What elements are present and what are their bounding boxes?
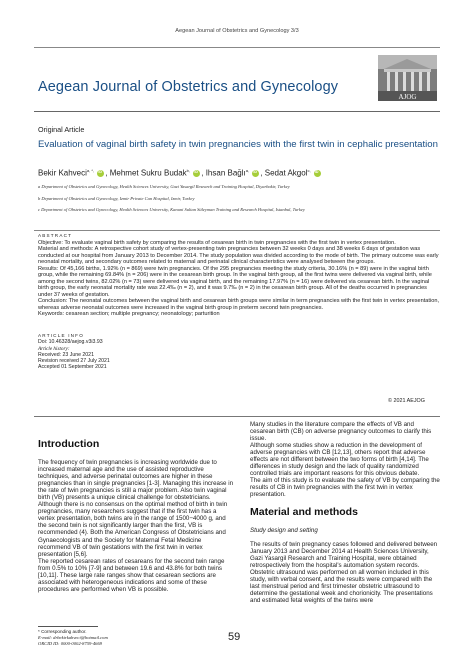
abstract-divider — [34, 230, 440, 231]
affiliations — [38, 184, 438, 219]
history-label: Article history: — [38, 345, 70, 352]
author-name: Ihsan Bağlı — [205, 168, 246, 178]
abstract-conclusion: Conclusion: The neonatal outcomes between the vaginal birth and cesarean birth groups were similar in term pregnancies with the first twin in vertex presentation, whereas adverse neonatal outcomes were increased in the vaginal birth group in preterm second twin pregnancies. — [38, 298, 439, 311]
received-date: Received: 23 June 2021 — [38, 351, 94, 358]
author-marker: a, *, — [86, 168, 95, 173]
body-paragraph: The results of twin pregnancy cases followed and delivered between January 2013 and December 2014 at Health Sciences University, Gazi Yasargil Research and Training Hospital, were obtained retrospectively from the hospital's automation system records. Obstetric ultrasound was performed on all women included in this study, with verbal consent, and the results were compared with the last menstrual period and first trimester obstetric ultrasound to determine the gestational week and chorionicity. The presentations and estimated fetal weights of the twins were — [250, 540, 438, 604]
left-column — [38, 438, 234, 593]
page-number: 59 — [228, 631, 241, 643]
logo-text: AJOG — [398, 93, 417, 101]
article-title: Evaluation of vaginal birth safety in twin pregnancies with the first twin in cephalic presentation — [38, 139, 438, 150]
revision-date: Revision received 27 July 2021 — [38, 358, 110, 365]
abstract-label: ABSTRACT — [38, 233, 73, 238]
footnote-divider — [38, 626, 98, 627]
author-marker: c, — [307, 168, 311, 173]
orcid-id: ORCID ID: 0000-0002-8759-4669 — [38, 641, 103, 647]
introduction-paragraph: The reported cesarean rates of cesareans for the second twin range from 0.5% to 10% [7-9] and between 19.6 and 43.8% for both twins [10,11]. These large rate ranges show that cesarean sections are associated with heterogeneous indications and some of these procedures are performed when VB is possible. — [38, 557, 225, 593]
body-paragraph: The aim of this study is to evaluate the safety of VB by comparing the results of CB in twin pregnancies with the first twin in vertex presentation. — [250, 477, 440, 499]
affiliation: c Department of Obstetrics and Gynecology, Health Sciences University, Kanuni Sultan Süleyman Training and Research Hospital, Istanbul, Turkey — [38, 207, 305, 212]
author-list: Bekir Kahveci$^{a, *,}$ iD , Mehmet Sukru Budak$^{b,}$ iD , Ihsan Bağlı$^{a,}$ iD , Sedat Akgol$^{c,}$ iD — [38, 168, 322, 178]
accepted-date: Accepted 01 September 2021 — [38, 364, 107, 371]
author-marker: a, — [245, 168, 250, 173]
body-paragraph: Although some studies show a reduction in the development of adverse pregnancies with CB [12,13], others report that adverse effects are not different between the two forms of birth [4,14]. The differences in study design and the lack of quality randomized controlled trials are important reasons for this obvious debate. — [250, 442, 429, 478]
orcid-icon[interactable] — [252, 170, 259, 177]
email-link[interactable]: E-mail: drbekirkahveci@hotmail.com — [38, 635, 108, 641]
affiliation: a Department of Obstetrics and Gynecology, Health Sciences University, Gazi Yasargil Research and Training Hospital, Diyarbakir, Turkey — [38, 184, 290, 189]
orcid-icon[interactable] — [97, 170, 104, 177]
journal-logo — [378, 55, 437, 101]
running-head: Aegean Journal of Obstetrics and Gynecology 3/3 — [175, 28, 299, 34]
copyright: © 2021 AEJOG — [388, 398, 425, 404]
subsection-heading: Study design and setting — [250, 526, 318, 534]
article-info — [38, 333, 110, 371]
author-marker: b, — [186, 168, 191, 173]
journal-title: Aegean Journal of Obstetrics and Gynecology — [38, 79, 339, 95]
body-paragraph: Many studies in the literature compare the effects of VB and cesarean birth (CB) on adverse pregnancy outcomes to clarify this issue. — [250, 421, 432, 443]
article-info-label: ARTICLE INFO — [38, 333, 84, 338]
right-column — [250, 421, 440, 604]
author-name: Bekir Kahveci — [38, 168, 87, 178]
methods-heading: Material and methods — [250, 505, 358, 518]
footnotes — [38, 629, 108, 648]
author-name: Mehmet Sukru Budak — [109, 168, 187, 178]
article-type: Original Article — [38, 125, 85, 134]
abstract-keywords: Keywords: cesarean section; multiple pregnancy; neonatology; parturition — [38, 310, 220, 317]
author-name: Sedat Akgol — [264, 168, 308, 178]
corresponding-note: * Corresponding author. — [38, 629, 87, 634]
affiliation: b Department of Obstetrics and Gynecology, Izmir Private Can Hospital, Izmir, Turkey — [38, 195, 195, 201]
title-divider — [34, 111, 440, 112]
abstract-methods: Material and methods: A retrospective cohort study of vertex-presenting twin pregnancies between 32 weeks 0 days and 38 weeks 6 days of gestation was conducted at our hospital from January 2013 to December 2014. The study population was divided according to the mode of birth. The primary outcome was early neonatal mortality, and secondary outcomes related to maternal and perinatal clinical characteristics were analysed between the groups. — [38, 246, 439, 266]
abstract-body — [38, 240, 440, 317]
abstract-objective: Objective: To evaluate vaginal birth safety by comparing the results of cesarean birth in twin pregnancies with the first twin in vertex presentation. — [38, 240, 396, 246]
introduction-paragraph: The frequency of twin pregnancies is increasing worldwide due to increased maternal age and the use of assisted reproductive techniques, and adverse perinatal outcomes are higher in these pregnancies than in single pregnancies [1-3]. Managing this increase in the rate of twin pregnancies is still a major problem. Also twin vaginal birth (VB) presents a unique clinical challenge for obstetricians. Although there is no consensus on the optimal method of birth in twin pregnancies, many researchers suggest that if the first twin has a vertex presentation, both twins are in the range of 1500−4000 g, and the second twin is not significantly larger than the first, VB is recommended (4). Both the American Congress of Obstetricians and Gynaecologists and the Society for Maternal Fetal Medicine recommend VB of twin gestations with the first twin in vertex presentation [5,6]. — [38, 459, 234, 558]
orcid-icon[interactable] — [193, 170, 200, 177]
doi-link[interactable]: Doi: 10.46328/aejog.v3i3.93 — [38, 339, 103, 346]
body-divider — [34, 416, 440, 417]
orcid-icon[interactable] — [314, 170, 321, 177]
introduction-heading: Introduction — [38, 438, 100, 450]
abstract-results: Results: Of 45,166 births, 1.92% (n = 869) were twin pregnancies. Of the 295 pregnancies meeting the study criteria, 30.16% (n = 89) were in the vaginal birth group, while the remaining 69.84% (n = 206) were in the cesarean birth group. In the vaginal birth group, all the first twins were delivered via vaginal birth, while among the second twins, 82.02% (n = 73) were delivered via vaginal birth, and the remaining 17.97% (n = 16) were delivered via cesarean birth. In the vaginal birth group, the early neonatal mortality rate was 22.4‰ (n = 2), and it was 9.7‰ (n = 2) in the cesarean birth group. All of the deaths occurred in pregnancies under 37 weeks of gestation. — [38, 265, 432, 298]
header-divider — [34, 47, 440, 48]
